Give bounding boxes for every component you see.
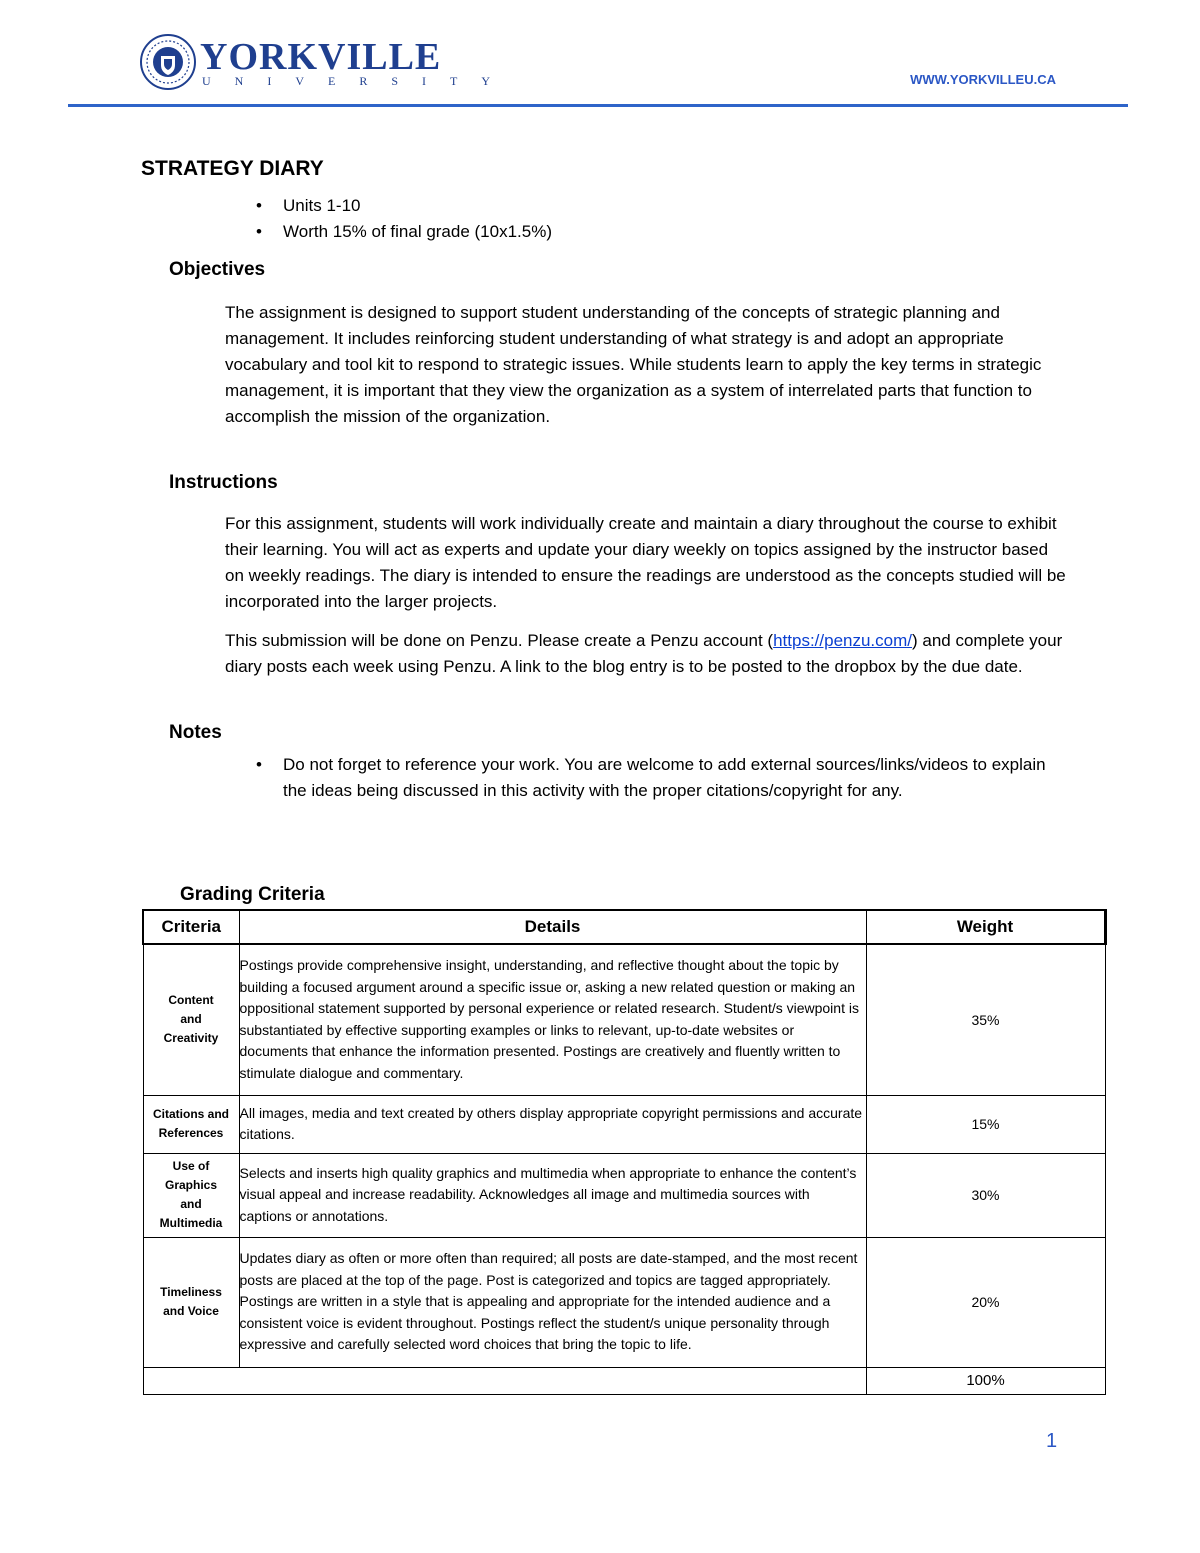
bullet-icon: • — [256, 222, 262, 241]
weight-cell: 30% — [866, 1153, 1105, 1237]
criteria-cell: Use of Graphics and Multimedia — [143, 1153, 239, 1237]
university-logo — [140, 34, 514, 92]
summary-bullet — [256, 193, 361, 219]
penzu-link[interactable]: https://penzu.com/ — [773, 631, 912, 650]
logo-name: YORKVILLE — [200, 36, 442, 78]
instructions-penzu-paragraph — [225, 628, 1070, 680]
total-row — [143, 1367, 1105, 1394]
table-row — [143, 1153, 1105, 1237]
details-cell: All images, media and text created by others display appropriate copyright permissions and accurate citations. — [239, 1095, 866, 1153]
penzu-text-after: ) and complete your diary posts each week using Penzu. A link to the blog entry is to be posted to the dropbox by the due date. — [225, 631, 1063, 676]
table-row — [143, 944, 1105, 1095]
objectives-heading: Objectives — [169, 259, 266, 280]
grading-criteria-title: Grading Criteria — [180, 884, 325, 905]
weight-cell: 15% — [866, 1095, 1105, 1153]
header-rule — [68, 104, 1128, 107]
table-row — [143, 1237, 1105, 1367]
total-weight-cell: 100% — [866, 1367, 1105, 1394]
page-title: STRATEGY DIARY — [141, 157, 324, 180]
bullet-icon: • — [256, 755, 262, 774]
website-link[interactable]: WWW.YORKVILLEU.CA — [910, 72, 1056, 87]
table-header-row — [143, 910, 1105, 944]
bullet-text: Units 1-10 — [283, 196, 361, 215]
details-cell: Updates diary as often or more often than required; all posts are date-stamped, and the most recent posts are placed at the top of the page. Post is categorized and topics are tagged appropriately. Postings are written in a style that is appealing and appropriate for the intended audience and a consistent voice is evident throughout. Postings reflect the student/s unique personality through expressive and carefully selected word choices that bring the topic to life. — [239, 1237, 866, 1367]
total-label-cell — [143, 1367, 866, 1394]
objectives-text: The assignment is designed to support student understanding of the concepts of strategic planning and management. It includes reinforcing student understanding of what strategy is and adopt an appropriate vocabulary and tool kit to respond to strategic issues. While students learn to apply the key terms in strategic management, it is important that they view the organization as a system of interrelated parts that function to accomplish the mission of the organization. — [225, 303, 1042, 426]
criteria-cell: Timeliness and Voice — [143, 1237, 239, 1367]
header-criteria: Criteria — [143, 910, 239, 944]
header-details: Details — [239, 910, 866, 944]
page-number: 1 — [1046, 1430, 1058, 1452]
notes-text: Do not forget to reference your work. You are welcome to add external sources/links/videos to explain the ideas being discussed in this activity with the proper citations/copyright for any. — [283, 755, 1046, 800]
summary-bullet — [256, 219, 552, 245]
instructions-paragraph: For this assignment, students will work individually create and maintain a diary throughout the course to exhibit their learning. You will act as experts and update your diary weekly on topics assigned by the instructor based on weekly readings. The diary is intended to ensure the readings are understood as the concepts studied will be incorporated into the larger projects. — [225, 514, 1066, 611]
table-row — [143, 1095, 1105, 1153]
weight-cell: 20% — [866, 1237, 1105, 1367]
details-cell: Selects and inserts high quality graphics and multimedia when appropriate to enhance the content’s visual appeal and increase readability. Acknowledges all image and multimedia sources with captions or annotations. — [239, 1153, 866, 1237]
notes-heading: Notes — [169, 722, 222, 743]
logo-subtitle: UNIVERSITY — [202, 74, 514, 88]
penzu-text-before: This submission will be done on Penzu. Please create a Penzu account ( — [225, 631, 774, 650]
bullet-icon: • — [256, 196, 262, 215]
instructions-heading: Instructions — [169, 472, 278, 493]
criteria-cell: Content and Creativity — [143, 944, 239, 1095]
university-seal-icon — [140, 34, 196, 90]
details-cell: Postings provide comprehensive insight, understanding, and reflective thought about the topic by building a focused argument around a specific issue or, asking a new related question or making an oppositional statement supported by personal experience or related research. Student/s viewpoint is substantiated by effective supporting examples or links to relevant, up-to-date websites or documents that enhance the information presented. Postings are creatively and fluently written to stimulate dialogue and commentary. — [239, 944, 866, 1095]
notes-item — [256, 752, 1073, 804]
bullet-text: Worth 15% of final grade (10x1.5%) — [283, 222, 552, 241]
weight-cell: 35% — [866, 944, 1105, 1095]
grading-table — [142, 909, 1107, 1395]
criteria-cell: Citations and References — [143, 1095, 239, 1153]
header-weight: Weight — [866, 910, 1105, 944]
